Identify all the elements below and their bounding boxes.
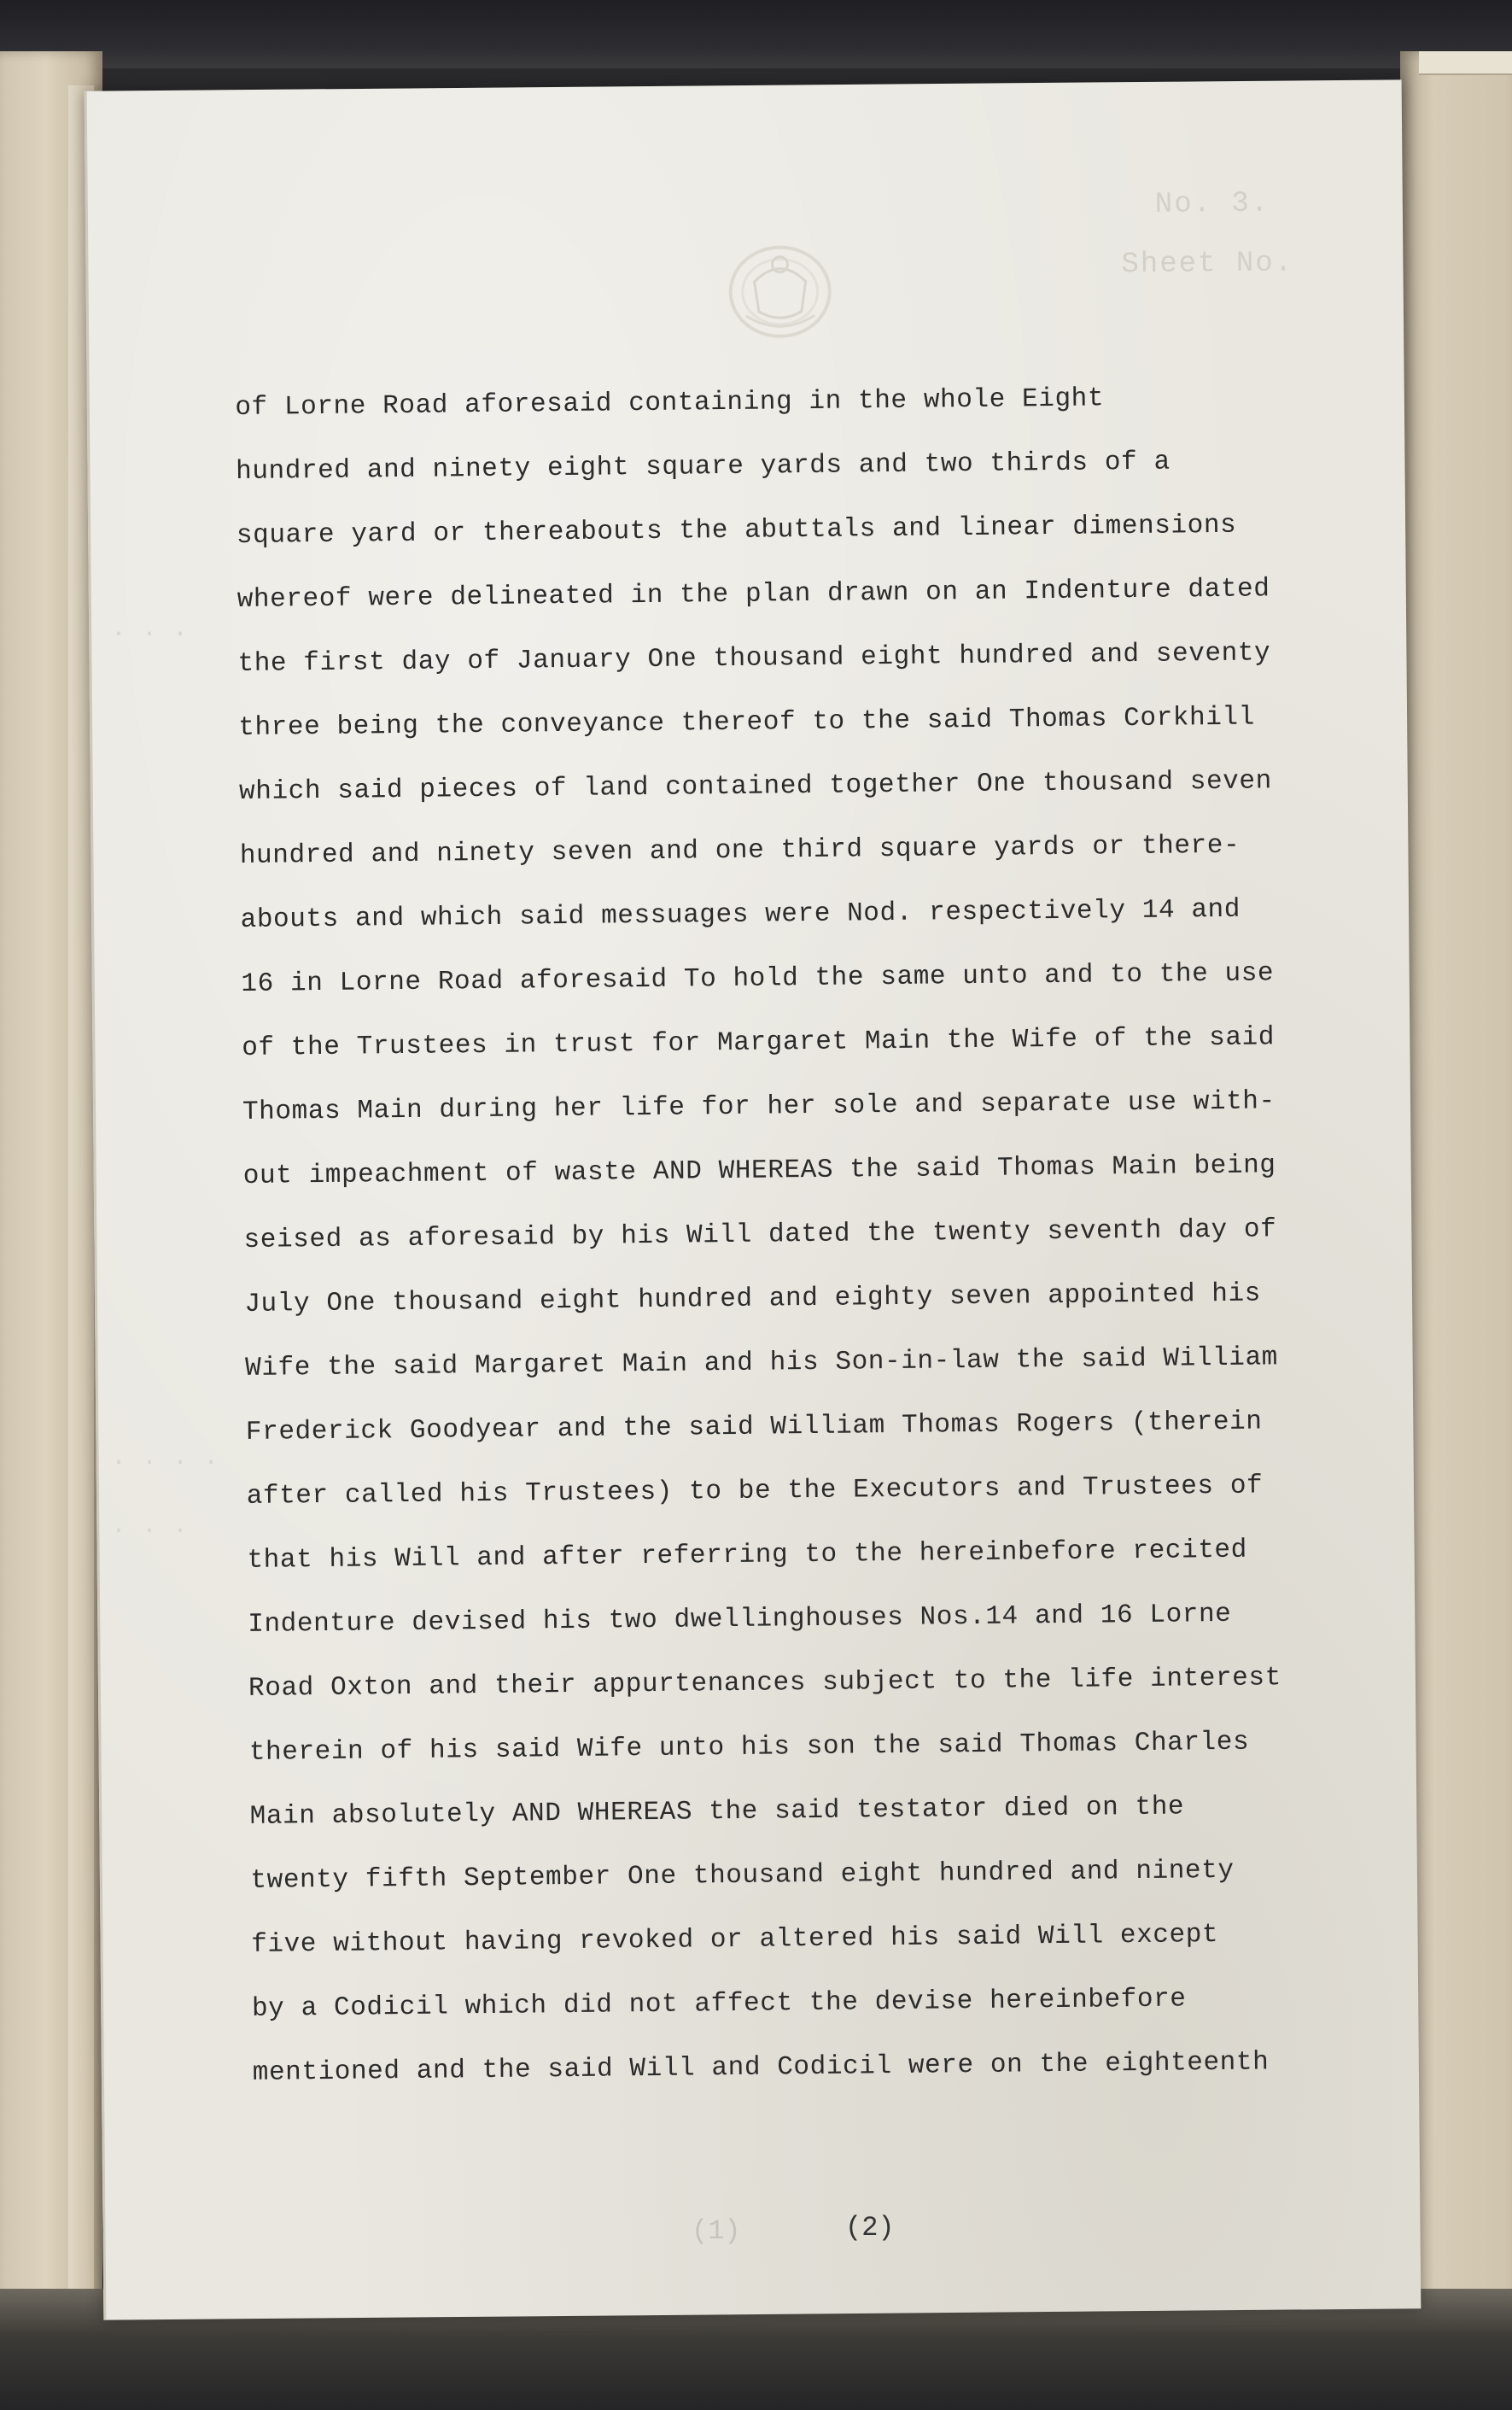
bleed-through-text: . . . . xyxy=(111,1443,219,1472)
text-line: Wife the said Margaret Main and his Son-in-law the said William xyxy=(244,1342,1279,1383)
faint-header-number: No. 3. xyxy=(1154,187,1270,221)
bleed-through-text: . . . xyxy=(111,1512,189,1541)
book-binding-top xyxy=(0,0,1512,68)
text-line: mentioned and the said Will and Codicil were on the eighteenth xyxy=(252,2047,1270,2088)
faint-page-number: (1) xyxy=(692,2215,741,2247)
faint-header-sheet: Sheet No. xyxy=(1121,247,1294,282)
text-line: three being the conveyance thereof to the said Thomas Corkhill xyxy=(238,702,1256,743)
text-line: 16 in Lorne Road aforesaid To hold the same unto and to the use xyxy=(241,958,1275,999)
text-line: of the Trustees in trust for Margaret Main the Wife of the said xyxy=(242,1022,1276,1063)
text-line: of Lorne Road aforesaid containing in the whole Eight xyxy=(235,383,1105,423)
text-line: Thomas Main during her life for her sole and separate use with- xyxy=(242,1086,1276,1127)
text-line: abouts and which said messuages were Nod. respectively 14 and xyxy=(240,894,1241,935)
text-line: the first day of January One thousand eight hundred and seventy xyxy=(237,638,1271,679)
right-page-tab xyxy=(1419,51,1512,75)
bleed-through-text: . . . xyxy=(111,615,189,644)
text-line: square yard or thereabouts the abuttals and linear dimensions xyxy=(236,510,1237,551)
text-line: Main absolutely AND WHEREAS the said testator died on the xyxy=(249,1792,1185,1832)
text-line: five without having revoked or altered his said Will except xyxy=(251,1920,1219,1960)
typed-text-block xyxy=(235,364,1401,2105)
text-line: therein of his said Wife unto his son the said Thomas Charles xyxy=(248,1727,1250,1768)
text-line: by a Codicil which did not affect the devise hereinbefore xyxy=(251,1984,1187,2024)
text-line: July One thousand eight hundred and eighty seven appointed his xyxy=(244,1278,1262,1319)
text-line: after called his Trustees) to be the Executors and Trustees of xyxy=(246,1471,1264,1512)
text-line: that his Will and after referring to the hereinbefore recited xyxy=(247,1535,1248,1576)
text-line: whereof were delineated in the plan drawn on an Indenture dated xyxy=(236,574,1270,615)
text-line: which said pieces of land contained together One thousand seven xyxy=(238,766,1273,807)
text-line: Road Oxton and their appurtenances subject to the life interest xyxy=(248,1663,1282,1704)
text-line: out impeachment of waste AND WHEREAS the said Thomas Main being xyxy=(242,1150,1276,1191)
text-line: seised as aforesaid by his Will dated the twenty seventh day of xyxy=(243,1214,1277,1255)
text-line: Indenture devised his two dwellinghouses Nos.14 and 16 Lorne xyxy=(248,1599,1232,1640)
page-number: (2) xyxy=(845,2212,895,2243)
text-line: hundred and ninety eight square yards and two thirds of a xyxy=(235,447,1170,487)
text-line: hundred and ninety seven and one third square yards or there- xyxy=(239,830,1241,871)
text-line: Frederick Goodyear and the said William Thomas Rogers (therein xyxy=(245,1407,1263,1448)
embossed-seal-icon xyxy=(720,230,840,350)
text-line: twenty fifth September One thousand eight hundred and ninety xyxy=(250,1855,1235,1896)
